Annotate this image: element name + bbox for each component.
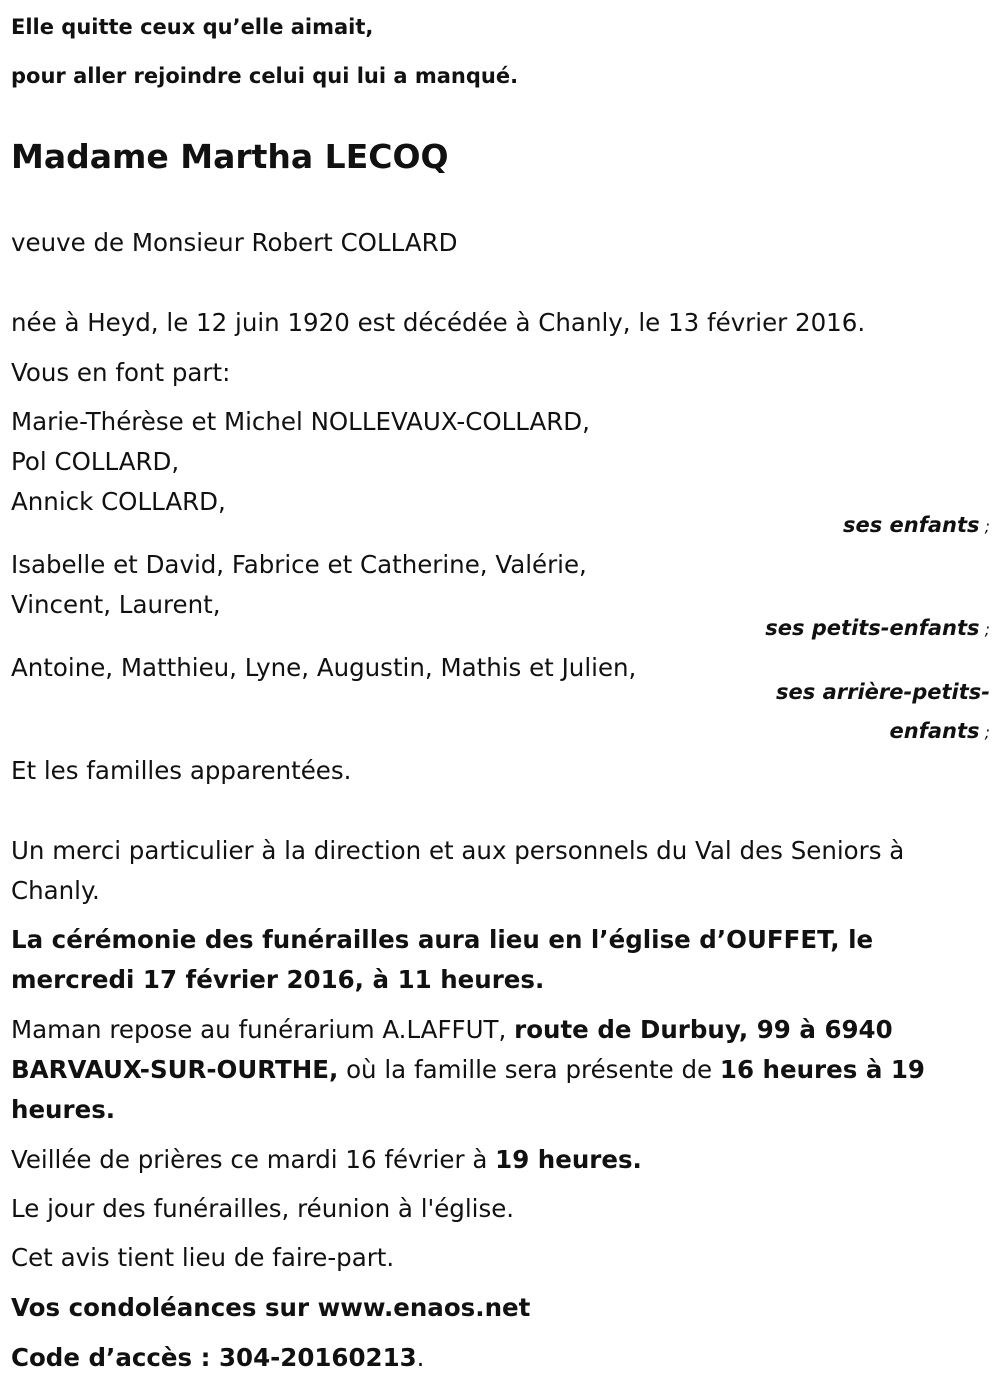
access-code bbox=[11, 1338, 990, 1378]
families: Et les familles apparentées. bbox=[11, 756, 352, 785]
vigil bbox=[11, 1140, 990, 1180]
great-grandchildren-label-line-2 bbox=[890, 711, 990, 753]
grandchild-name: Vincent, Laurent, bbox=[11, 590, 221, 619]
deceased-name: Madame Martha LECOQ bbox=[11, 137, 449, 176]
vigil-text: Veillée de prières ce mardi 16 février à bbox=[11, 1145, 496, 1174]
child-name: Pol COLLARD, bbox=[11, 447, 180, 476]
grandchildren-label bbox=[765, 608, 990, 650]
funeral-home-hours: 16 heures à 19 bbox=[719, 1055, 925, 1084]
vigil-time: 19 heures. bbox=[495, 1145, 642, 1174]
epigraph-line-2: pour aller rejoindre celui qui lui a manqué. bbox=[11, 64, 519, 88]
funeral-home-text: Maman repose au funérarium A.LAFFUT, bbox=[11, 1015, 515, 1044]
announce: Vous en font part: bbox=[11, 358, 231, 387]
notice: Cet avis tient lieu de faire-part. bbox=[11, 1243, 395, 1272]
epigraph-line-1: Elle quitte ceux qu’elle aimait, bbox=[11, 15, 374, 39]
children-sep: ; bbox=[979, 517, 990, 536]
reunion: Le jour des funérailles, réunion à l'église. bbox=[11, 1194, 515, 1223]
funeral-home-line-2 bbox=[11, 1050, 990, 1090]
great-grandchildren-label-text: enfants bbox=[889, 719, 980, 743]
great-grandchildren-sep: ; bbox=[979, 723, 990, 742]
access-code-period: . bbox=[416, 1343, 425, 1372]
children-label bbox=[843, 505, 990, 547]
condolences: Vos condoléances sur www.enaos.net bbox=[11, 1293, 531, 1322]
grandchild-name: Isabelle et David, Fabrice et Catherine, Valérie, bbox=[11, 550, 587, 579]
great-grandchildren-label-line-1: ses arrière-petits- bbox=[776, 680, 990, 704]
child-name: Marie-Thérèse et Michel NOLLEVAUX-COLLARD, bbox=[11, 407, 590, 436]
funeral-home-line-3: heures. bbox=[11, 1095, 116, 1124]
funeral-home-city: BARVAUX-SUR-OURTHE, bbox=[11, 1055, 339, 1084]
ceremony-line-2: mercredi 17 février 2016, à 11 heures. bbox=[11, 965, 545, 994]
funeral-home-presence: où la famille sera présente de bbox=[338, 1055, 720, 1084]
child-name: Annick COLLARD, bbox=[11, 487, 226, 516]
thanks: Un merci particulier à la direction et aux personnels du Val des Seniors à Chanly. bbox=[11, 836, 905, 905]
widow-of: veuve de Monsieur Robert COLLARD bbox=[11, 228, 458, 257]
access-code-value: Code d’accès : 304-20160213 bbox=[11, 1343, 417, 1372]
grandchildren-sep: ; bbox=[979, 620, 990, 639]
great-grandchild-name: Antoine, Matthieu, Lyne, Augustin, Mathis et Julien, bbox=[11, 653, 637, 682]
children-label-text: ses enfants bbox=[842, 513, 980, 537]
grandchildren-label-text: ses petits-enfants bbox=[765, 616, 980, 640]
birth-death: née à Heyd, le 12 juin 1920 est décédée à Chanly, le 13 février 2016. bbox=[11, 308, 866, 337]
funeral-home-line-1 bbox=[11, 1010, 990, 1050]
funeral-home-address: route de Durbuy, 99 à 6940 bbox=[514, 1015, 893, 1044]
ceremony-line-1: La cérémonie des funérailles aura lieu en l’église d’OUFFET, le bbox=[11, 925, 874, 954]
